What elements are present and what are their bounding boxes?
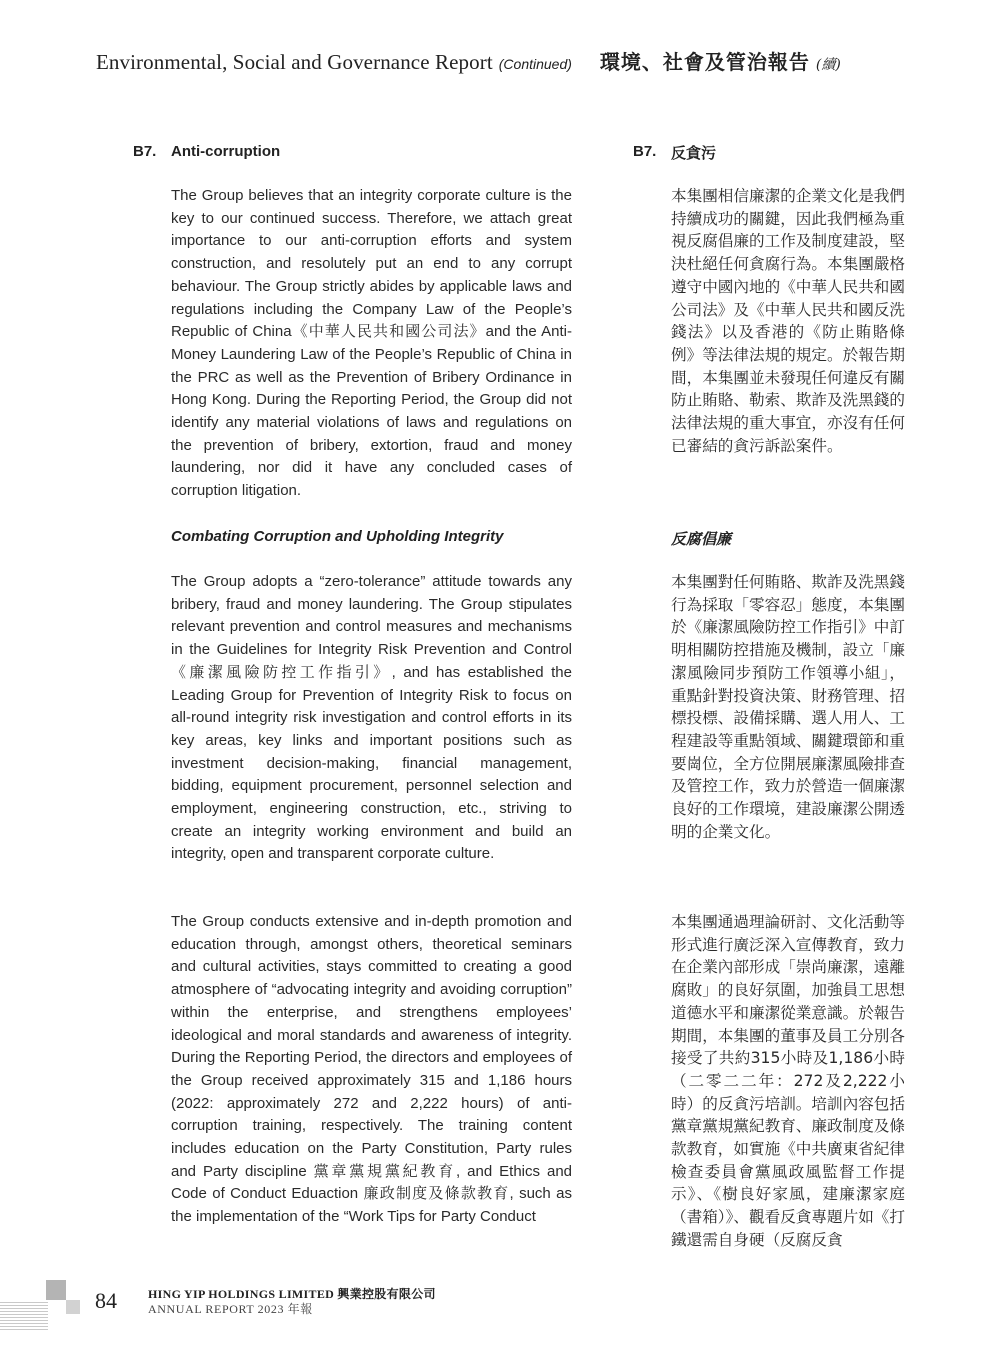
footer-decoration [0, 1280, 82, 1330]
footer-company-name: HING YIP HOLDINGS LIMITED 興業控股有限公司 [148, 1287, 436, 1301]
header-continued-en: (Continued) [498, 56, 572, 72]
subheading-en: Combating Corruption and Upholding Integrity [171, 528, 504, 545]
paragraph-en-2: The Group adopts a “zero-tolerance” attitude towards any bribery, fraud and money laundering. The Group stipulates relevant prevention and control measures and mechanisms in the Guidelines for Integrity Risk Prevention and Control《廉潔風險防控工作指引》, and has established the Leading Group for Prevention of Integrity Risk to focus on all-round integrity risk investigation and control efforts in its key areas, key links and important positions such as investment decision-making, financial management, bidding, equipment procurement, personnel selection and employment, engineering construction, etc., striving to create an integrity working environment and build an integrity, open and transparent corporate culture. [171, 573, 572, 863]
paragraph-zh-2: 本集團對任何賄賂、欺詐及洗黑錢行為採取「零容忍」態度，本集團於《廉潔風險防控工作指引》中訂明相關防控措施及機制，設立「廉潔風險同步預防工作領導小組」，重點針對投資決策、財務管理、招標投標、設備採購、選人用人、工程建設等重點領域、關鍵環節和重要崗位，全方位開展廉潔風險排查及管控工作，致力於營造一個廉潔良好的工作環境，建設廉潔公開透明的企業文化。 [671, 573, 905, 841]
paragraph-en-1: The Group believes that an integrity corporate culture is the key to our continued success. Therefore, we attach great importance to our anti-corruption efforts and system construction, and resolutely put an end to any corrupt behaviour. The Group strictly abides by applicable laws and regulations including the Company Law of the People’s Republic of China《中華人民共和國公司法》and the Anti-Money Laundering Law of the People’s Republic of China in the PRC as well as the Prevention of Bribery Ordinance in Hong Kong. During the Reporting Period, the Group did not identify any material violations of laws and regulations on the prevention of bribery, extortion, fraud and money laundering, nor did it have any concluded cases of corruption litigation. [171, 187, 572, 500]
paragraph-en-3: The Group conducts extensive and in-depth promotion and education through, amongst others, theoretical seminars and cultural activities, stays committed to creating a good atmosphere of “advocating integrity and avoiding corruption” within the enterprise, and strengthens employees’ ideological and moral standards and awareness of integrity. During the Reporting Period, the directors and employees of the Group received approximately 315 and 1,186 hours (2022: approximately 272 and 2,222 hours) of anti-corruption training, respectively. The training content includes education on the Party Constitution, Party rules and Party discipline 黨章黨規黨紀教育, and Ethics and Code of Conduct Eduaction 廉政制度及條款教育, such as the implementation of the “Work Tips for Party Conduct [171, 913, 572, 1226]
footer-stripes [0, 1302, 48, 1330]
header-title-en: Environmental, Social and Governance Report [96, 50, 493, 74]
subheading-zh: 反腐倡廉 [671, 531, 732, 548]
section-number-en: B7. [133, 143, 157, 160]
footer-square-light [66, 1300, 80, 1314]
footer-square-dark [46, 1280, 66, 1300]
running-header [96, 46, 916, 75]
header-title-zh: 環境、社會及管治報告 [599, 50, 810, 74]
paragraph-zh-3: 本集團通過理論研討、文化活動等形式進行廣泛深入宣傳教育，致力在企業內部形成「崇尚廉潔，遠離腐敗」的良好氛圍，加強員工思想道德水平和廉潔從業意識。於報告期間，本集團的董事及員工分別各接受了共約315小時及1,186小時（二零二二年：272及2,222小時）的反貪污培訓。培訓內容包括黨章黨規黨紀教育、廉政制度及條款教育，如實施《中共廣東省紀律檢查委員會黨風政風監督工作提示》、《樹良好家風，建廉潔家庭（書箱）》、觀看反貪專題片如《打鐵還需自身硬（反腐反貪 [671, 913, 905, 1249]
header-continued-zh: (續) [815, 57, 841, 73]
page-number: 84 [95, 1288, 117, 1313]
footer-report-name: ANNUAL REPORT 2023 年報 [148, 1302, 313, 1316]
section-title-zh: 反貪污 [671, 145, 717, 162]
section-title-en: Anti-corruption [171, 143, 281, 160]
paragraph-zh-1: 本集團相信廉潔的企業文化是我們持續成功的關鍵，因此我們極為重視反腐倡廉的工作及制度建設，堅決杜絕任何貪腐行為。本集團嚴格遵守中國內地的《中華人民共和國公司法》及《中華人民共和國反洗錢法》以及香港的《防止賄賂條例》等法律法規的規定。於報告期間，本集團並未發現任何違反有關防止賄賂、勒索、欺詐及洗黑錢的法律法規的重大事宜，亦沒有任何已審結的貪污訴訟案件。 [671, 187, 905, 455]
section-number-zh: B7. [633, 143, 657, 160]
